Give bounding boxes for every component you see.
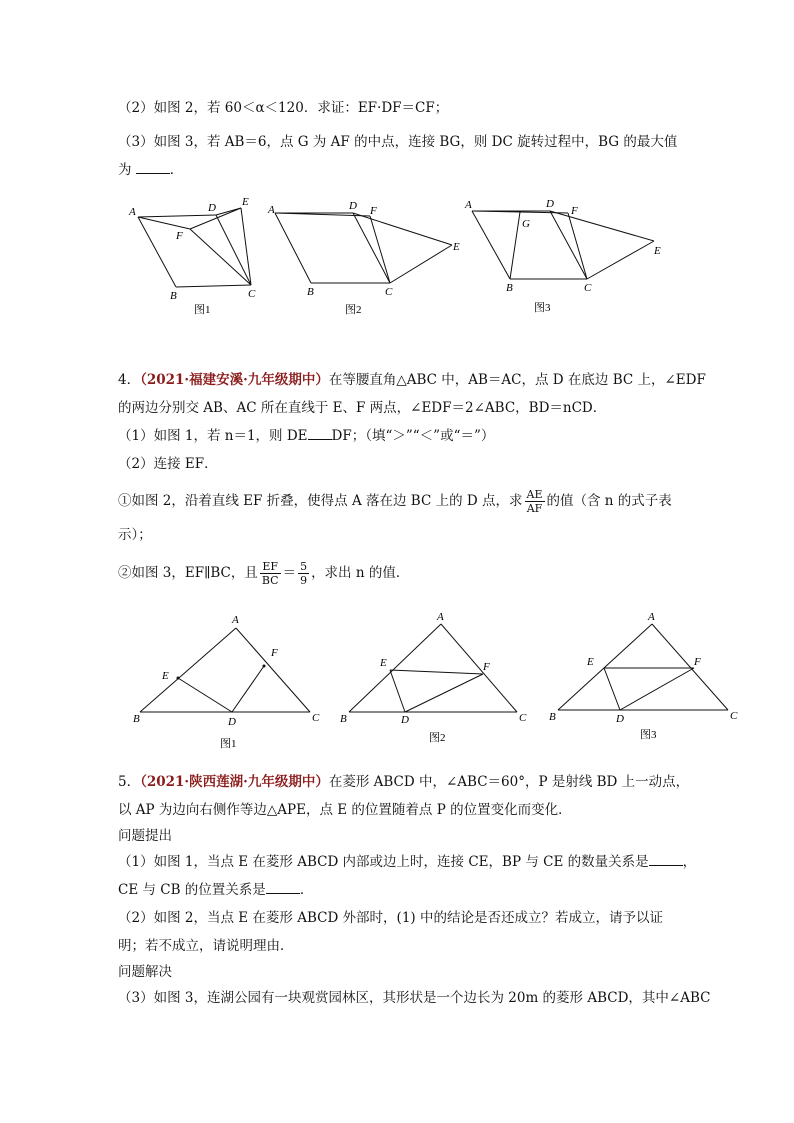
label-A: A [129, 206, 136, 218]
label-D: D [616, 713, 624, 725]
label-B: B [549, 711, 556, 723]
segment-EF [390, 670, 483, 674]
segment-FC [568, 213, 587, 279]
q4-sub2-suffix: ，求出 n 的值． [311, 565, 410, 581]
q5-part1-b-end: ． [299, 882, 314, 898]
q4-stem-line1 [118, 370, 706, 390]
segment-BC [176, 285, 251, 287]
q3-figure-2 [265, 193, 465, 318]
q4-stem-a: 在等腰直角△ABC 中，AB＝AC，点 D 在底边 BC 上，∠EDF [328, 372, 706, 388]
answer-blank[interactable] [308, 427, 332, 440]
segment-DC [216, 215, 251, 285]
point-E [177, 677, 180, 680]
q4-part2: （2）连接 EF． [118, 456, 218, 472]
segment-AB [140, 628, 236, 712]
label-A: A [232, 614, 239, 626]
label-C: C [312, 712, 320, 724]
label-C: C [519, 712, 527, 724]
segment-AB [472, 211, 510, 279]
label-D: D [546, 198, 554, 210]
fraction-ae-af [525, 488, 545, 515]
q4-stem-line2: 的两边分别交 AB、AC 所在直线于 E、F 两点，∠EDF＝2∠ABC，BD＝nCD． [118, 400, 607, 416]
label-A: A [268, 204, 275, 216]
label-A: A [437, 611, 444, 623]
q3-part2: （2）如图 2，若 60＜α＜120．求证：EF·DF＝CF； [118, 100, 449, 116]
fraction-denominator: 9 [300, 574, 308, 587]
label-E: E [162, 670, 169, 682]
segment-DE [390, 670, 405, 712]
label-D: D [208, 202, 216, 214]
fraction-numerator: 5 [300, 560, 308, 573]
segment-AB [349, 624, 441, 712]
segment-FC [190, 229, 251, 285]
label-C: C [385, 286, 393, 298]
label-B: B [170, 290, 177, 302]
q4-sub2-prefix: ②如图 3，EF∥BC，且 [118, 565, 258, 581]
label-G: G [522, 218, 530, 230]
q4-sub1-cont: 示）； [118, 527, 152, 543]
label-E: E [242, 196, 249, 208]
q4-figure-1 [128, 608, 328, 753]
segment-AB [138, 217, 176, 287]
q5-heading-1: 问题提出 [118, 828, 172, 844]
label-B: B [506, 282, 513, 294]
q4-sub1 [118, 486, 672, 516]
fraction-denominator: AF [526, 502, 543, 515]
label-E: E [587, 656, 594, 668]
figure-caption: 图1 [194, 304, 211, 316]
fraction-denominator: BC [261, 574, 279, 587]
fraction-five-ninths [298, 560, 309, 587]
segment-AC [652, 624, 728, 710]
q5-part2-line2: 明；若不成立，请说明理由． [118, 938, 294, 954]
fraction-ef-bc [260, 560, 281, 587]
segment-DE [550, 211, 654, 241]
q4-figure-2 [335, 608, 535, 753]
label-B: B [133, 713, 140, 725]
label-F: F [370, 205, 377, 217]
segment-DF [232, 666, 264, 712]
label-D: D [401, 714, 409, 726]
figure-caption: 图3 [534, 302, 551, 314]
q3-part3-line1: （3）如图 3，若 AB＝6，点 G 为 AF 的中点，连接 BG，则 DC 旋转过程中，BG 的最大值 [118, 134, 678, 150]
q5-stem-line2: 以 AP 为边向右侧作等边△APE，点 E 的位置随着点 P 的位置变化而变化． [118, 802, 572, 818]
segment-EC [390, 245, 452, 283]
q5-part1-b: CE 与 CB 的位置关系是 [118, 882, 266, 898]
q5-part3: （3）如图 3，连湖公园有一块观赏园林区，其形状是一个边长为 20m 的菱形 ABCD，其中∠ABC [118, 990, 711, 1006]
question-source: （2021·福建安溪·九年级期中） [140, 372, 329, 388]
label-F: F [571, 205, 578, 217]
label-F: F [483, 661, 490, 673]
segment-DC [550, 211, 587, 279]
segment-DF [405, 674, 483, 712]
segment-DF [620, 668, 694, 710]
q3-figure-1 [126, 193, 266, 318]
label-A: A [465, 199, 472, 211]
label-E: E [453, 241, 460, 253]
label-C: C [584, 282, 592, 294]
label-B: B [340, 713, 347, 725]
q4-part1 [118, 426, 494, 446]
q5-stem-line1 [118, 772, 689, 792]
label-A: A [648, 611, 655, 623]
figure-caption: 图1 [220, 738, 237, 750]
label-F: F [176, 230, 183, 242]
segment-DE [604, 668, 620, 710]
label-D: D [349, 200, 357, 212]
q5-part2-line1: （2）如图 2，当点 E 在菱形 ABCD 外部时，(1) 中的结论是否还成立？若成立，请予以证 [118, 910, 663, 926]
segment-BG [510, 212, 520, 279]
q4-part1-prefix: （1）如图 1，若 n＝1，则 DE [118, 428, 308, 444]
segment-FC [370, 216, 390, 283]
segment-AC [441, 624, 517, 712]
figure-caption: 图2 [429, 732, 446, 744]
question-source: （2021·陕西莲湖·九年级期中） [140, 774, 329, 790]
q5-heading-2: 问题解决 [118, 964, 172, 980]
fraction-numerator: EF [260, 560, 281, 574]
label-E: E [380, 657, 387, 669]
segment-AB [275, 213, 311, 283]
answer-blank[interactable] [266, 881, 300, 894]
q5-part1-a: （1）如图 1，当点 E 在菱形 ABCD 内部或边上时，连接 CE，BP 与 CE 的数量关系是 [118, 854, 649, 870]
q4-sub2 [118, 558, 409, 588]
q3-part3-line2 [118, 160, 183, 180]
q5-stem-a: 在菱形 ABCD 中，∠ABC＝60°，P 是射线 BD 上一动点， [328, 774, 690, 790]
answer-blank[interactable] [649, 853, 683, 866]
label-E: E [654, 245, 661, 257]
segment-AD [138, 215, 216, 217]
segment-DE [178, 678, 232, 712]
figure-caption: 图2 [345, 304, 362, 316]
label-C: C [730, 710, 738, 722]
q4-figure-3 [544, 608, 749, 753]
label-B: B [307, 286, 314, 298]
q5-part1-line2 [118, 880, 313, 900]
point-F [263, 665, 266, 668]
q3-part3-suffix: ． [169, 162, 184, 178]
q5-part1-a-end: ， [682, 854, 697, 870]
q3-figure-3 [462, 193, 672, 318]
segment-AB [558, 624, 652, 710]
equals-sign: ＝ [282, 565, 297, 581]
question-number: 5． [118, 774, 141, 790]
q5-part1-line1 [118, 852, 696, 872]
q4-sub1-suffix: 的值（含 n 的式子表 [546, 493, 672, 509]
segment-EC [241, 208, 251, 285]
figure-caption: 图3 [640, 729, 657, 741]
label-F: F [694, 656, 701, 668]
label-C: C [248, 288, 256, 300]
q4-part1-suffix: DF；（填“＞”“＜”或“＝”） [331, 428, 495, 444]
label-F: F [271, 647, 278, 659]
segment-EC [587, 241, 654, 279]
answer-blank[interactable] [136, 161, 170, 174]
question-number: 4． [118, 372, 141, 388]
label-D: D [228, 716, 236, 728]
segment-AF [138, 217, 190, 229]
q3-part3-prefix: 为 [118, 162, 132, 178]
q4-sub1-prefix: ①如图 2，沿着直线 EF 折叠，使得点 A 落在边 BC 上的 D 点，求 [118, 493, 523, 509]
segment-AC [236, 628, 310, 712]
fraction-numerator: AE [526, 488, 543, 501]
